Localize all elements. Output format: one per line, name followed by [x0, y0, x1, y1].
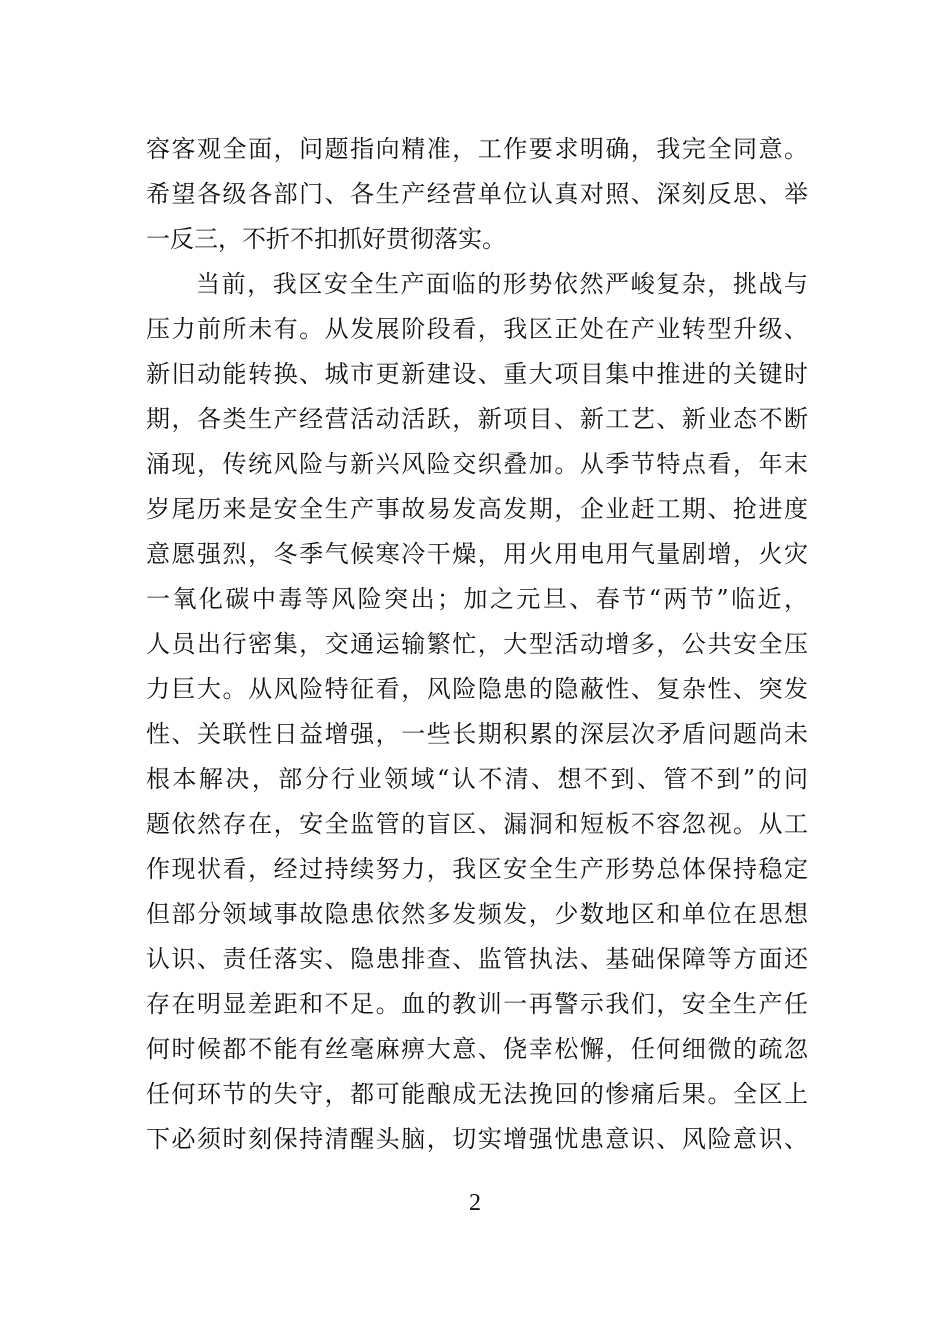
text-line: 意愿强烈，冬季气候寒冷干燥，用火用电用气量剧增，火灾: [146, 540, 808, 568]
text-line: 性、关联性日益增强，一些长期积累的深层次矛盾问题尚未: [146, 720, 808, 748]
paragraph-1: [146, 127, 808, 262]
text-line: 题依然存在，安全监管的盲区、漏洞和短板不容忽视。从工: [146, 810, 808, 838]
text-line: 压力前所未有。从发展阶段看，我区正处在产业转型升级、: [146, 315, 808, 343]
text-line: 存在明显差距和不足。血的教训一再警示我们，安全生产任: [146, 990, 808, 1018]
text-line: 一氧化碳中毒等风险突出；加之元旦、春节“两节”临近，: [146, 585, 808, 613]
text-line: 容客观全面，问题指向精准，工作要求明确，我完全同意。: [146, 135, 808, 163]
text-line: 何时候都不能有丝毫麻痹大意、侥幸松懈，任何细微的疏忽: [146, 1035, 808, 1063]
text-line: 期，各类生产经营活动活跃，新项目、新工艺、新业态不断: [146, 405, 808, 433]
text-line: 根本解决，部分行业领域“认不清、想不到、管不到”的问: [146, 765, 808, 793]
text-line: 岁尾历来是安全生产事故易发高发期，企业赶工期、抢进度: [146, 495, 808, 523]
text-line: 任何环节的失守，都可能酿成无法挽回的惨痛后果。全区上: [146, 1080, 808, 1108]
text-line: 新旧动能转换、城市更新建设、重大项目集中推进的关键时: [146, 360, 808, 388]
text-line: 认识、责任落实、隐患排查、监管执法、基础保障等方面还: [146, 945, 808, 973]
text-line: 力巨大。从风险特征看，风险隐患的隐蔽性、复杂性、突发: [146, 675, 808, 703]
text-line: 作现状看，经过持续努力，我区安全生产形势总体保持稳定: [146, 855, 808, 883]
page-number: 2: [469, 1190, 481, 1216]
text-line: 人员出行密集，交通运输繁忙，大型活动增多，公共安全压: [146, 630, 808, 658]
body-text: [146, 127, 808, 1162]
text-line: 当前，我区安全生产面临的形势依然严峻复杂，挑战与: [196, 270, 808, 298]
text-line: 下必须时刻保持清醒头脑，切实增强忧患意识、风险意识、: [146, 1125, 808, 1153]
text-line: 希望各级各部门、各生产经营单位认真对照、深刻反思、举: [146, 180, 808, 208]
text-line: 一反三，不折不扣抓好贯彻落实。: [146, 225, 506, 253]
paragraph-2: [146, 262, 808, 1162]
text-line: 但部分领域事故隐患依然多发频发，少数地区和单位在思想: [146, 900, 808, 928]
text-line: 涌现，传统风险与新兴风险交织叠加。从季节特点看，年末: [146, 450, 808, 478]
